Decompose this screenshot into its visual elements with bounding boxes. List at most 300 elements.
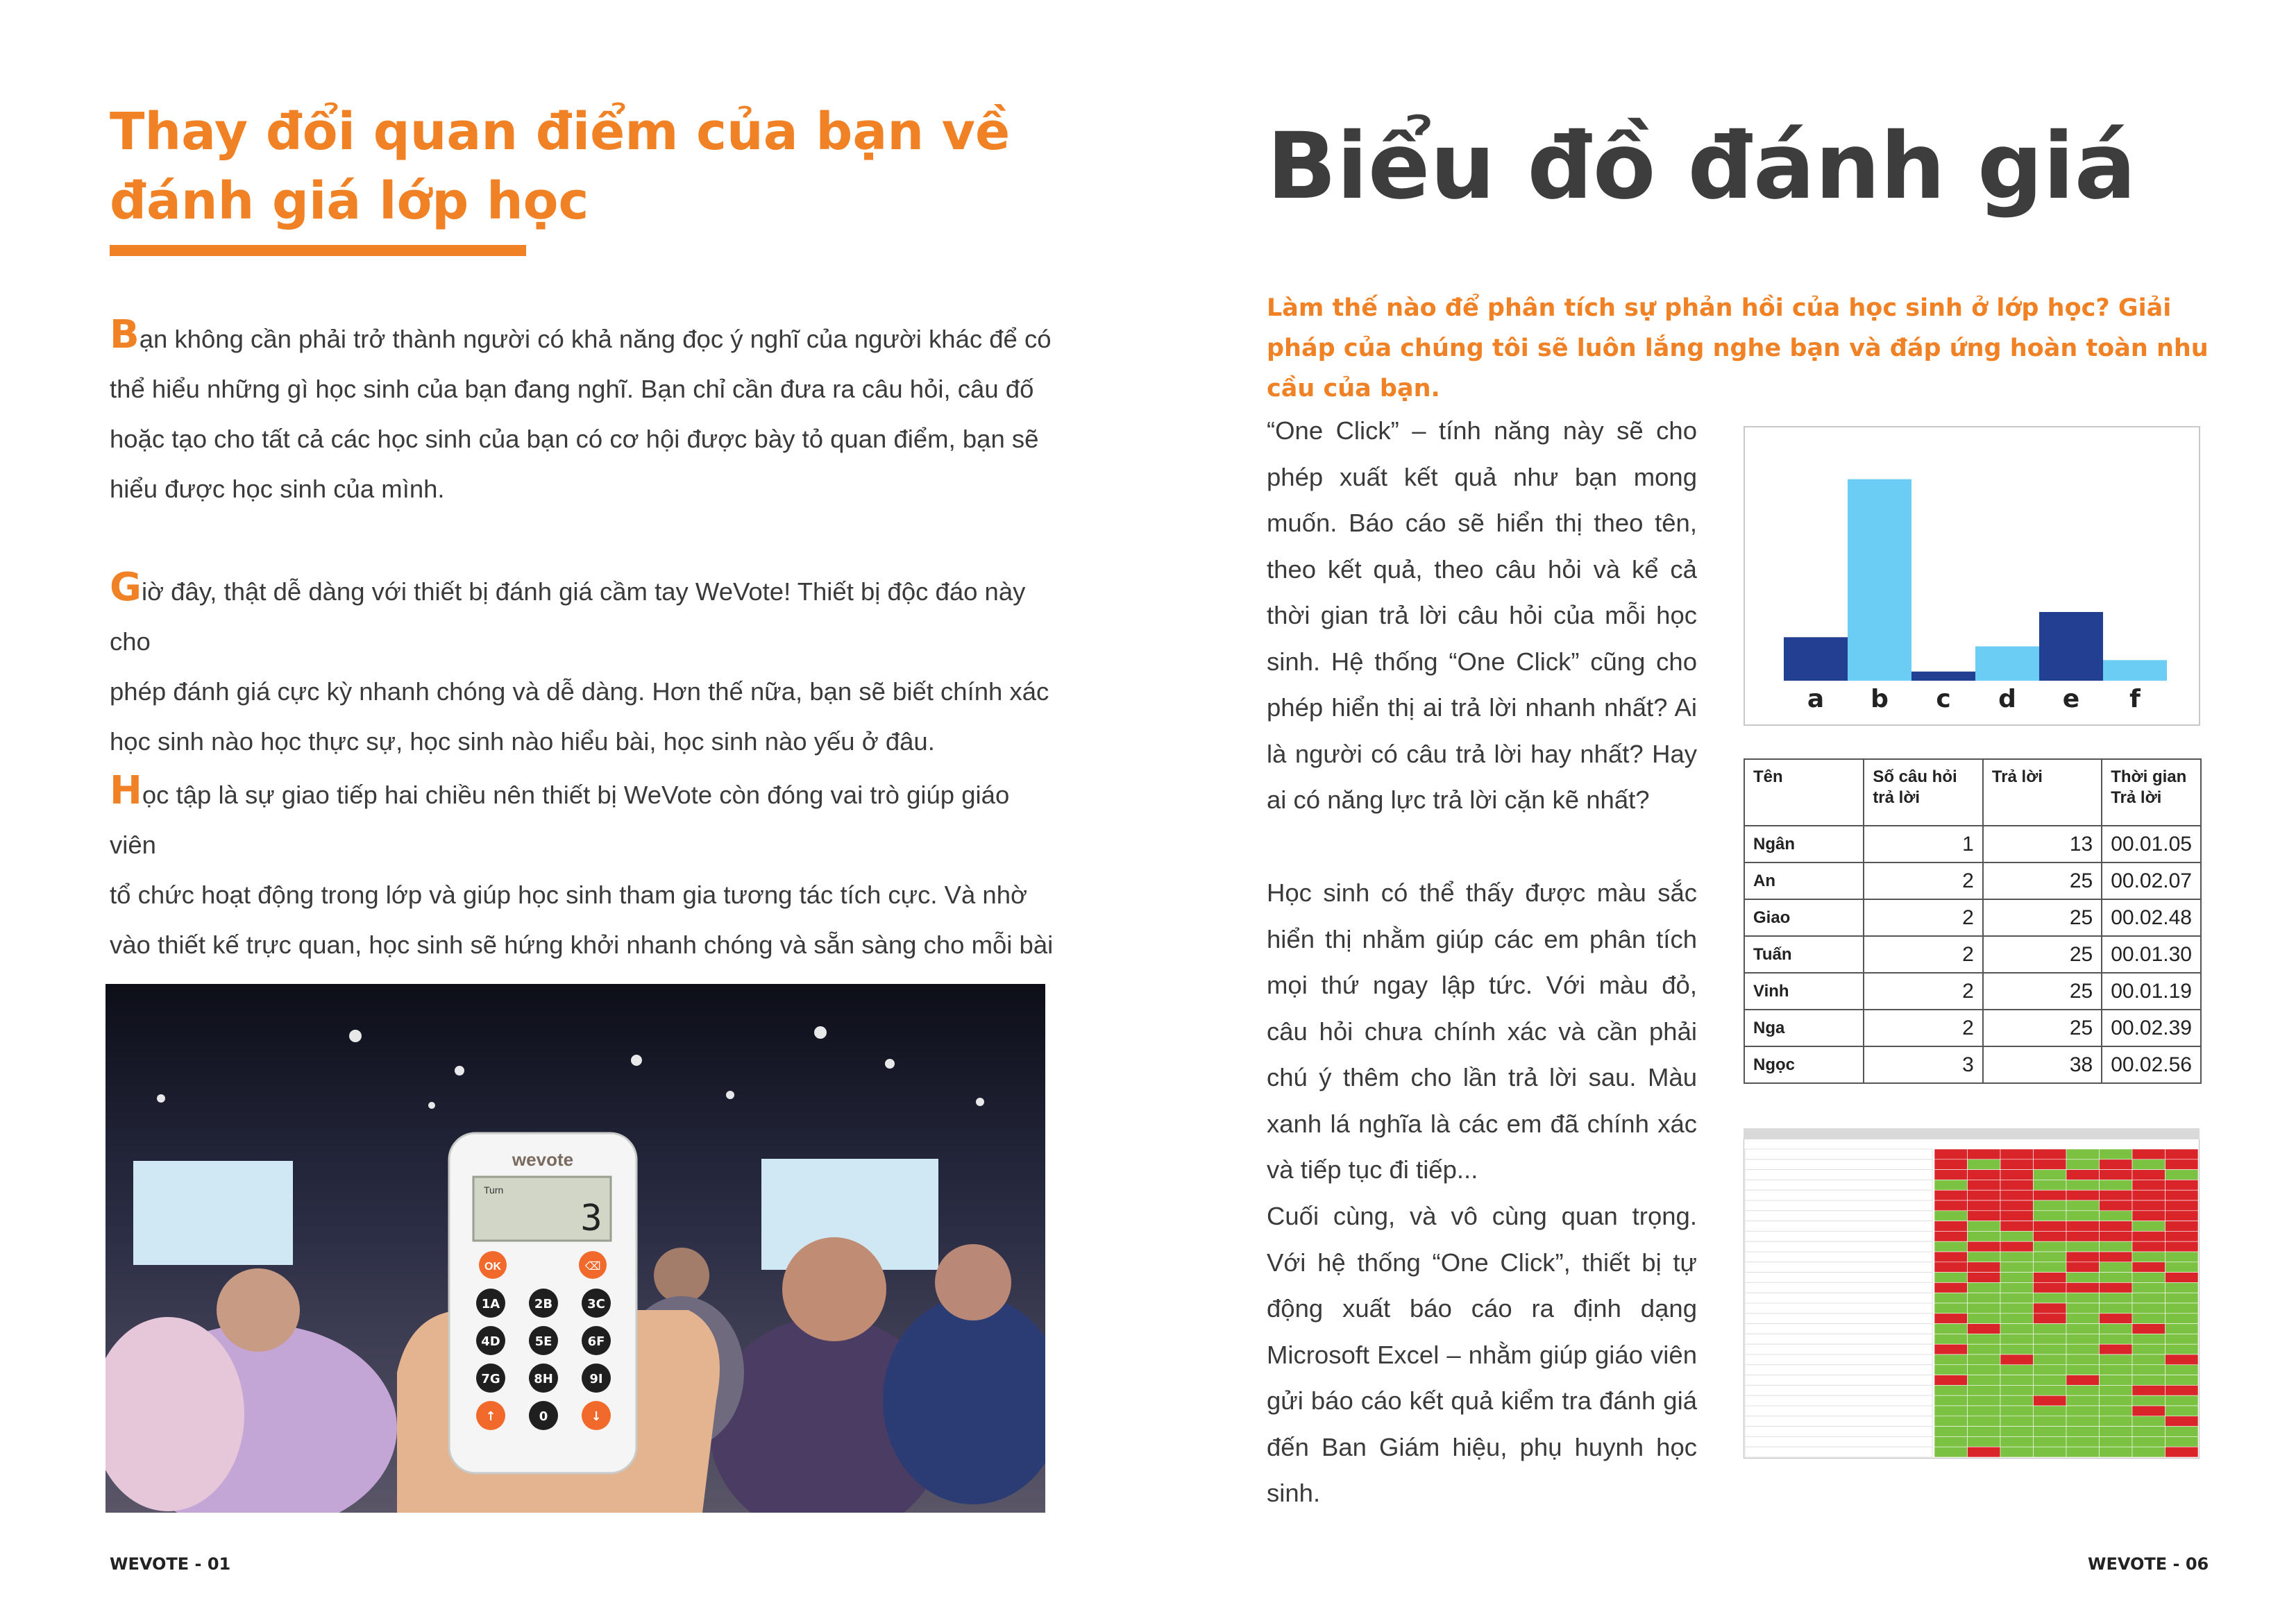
sheet-answer-cell <box>2100 1447 2133 1457</box>
sheet-answer-cell <box>2132 1395 2166 1406</box>
sheet-row-cell <box>1745 1180 1932 1190</box>
sheet-answer-cell <box>2132 1354 2166 1365</box>
sheet-answer-cell <box>2034 1375 2067 1386</box>
sheet-answer-cell <box>2166 1324 2199 1334</box>
table-cell: 2 <box>1864 1010 1983 1046</box>
table-cell: 00.01.30 <box>2102 936 2201 973</box>
sheet-row-cell <box>1745 1241 1932 1252</box>
sheet-answer-cell <box>1934 1375 1968 1386</box>
device-brand: wevote <box>512 1149 574 1170</box>
sheet-answer-cell <box>2132 1303 2166 1314</box>
table-row <box>1744 863 2201 899</box>
col-header-name: Tên <box>1744 759 1864 826</box>
paragraph-text: thể hiểu những gì học sinh của bạn đang nghĩ. Bạn chỉ cần đưa ra câu hỏi, câu đố hoặc tạo cho tất cả các học sinh của bạn có cơ hội được bày tỏ quan điểm, bạn sẽ hiểu được học sinh của mình. <box>110 375 1039 503</box>
sheet-answer-cell <box>2066 1385 2100 1395</box>
sheet-answer-cell <box>2000 1190 2034 1200</box>
sheet-answer-cell <box>1934 1416 1968 1427</box>
sheet-row-cell <box>1745 1293 1932 1303</box>
drop-cap: H <box>110 768 142 813</box>
keypad-key-label: 1A <box>481 1297 500 1311</box>
sheet-answer-cell <box>2100 1170 2133 1180</box>
sheet-answer-cell <box>2034 1427 2067 1437</box>
sheet-answer-cell <box>2132 1170 2166 1180</box>
answer-bar-chart <box>1744 426 2200 726</box>
sheet-answer-cell <box>1968 1354 2001 1365</box>
sheet-answer-cell <box>2100 1395 2133 1406</box>
sheet-answer-cell <box>2166 1170 2199 1180</box>
sheet-answer-cell <box>2066 1241 2100 1252</box>
sheet-answer-cell <box>1934 1365 1968 1375</box>
sheet-answer-cell <box>2034 1365 2067 1375</box>
sheet-answer-cell <box>2066 1344 2100 1354</box>
sheet-answer-cell <box>2034 1447 2067 1457</box>
table-cell: 2 <box>1864 899 1983 936</box>
device-screen-digit: 3 <box>580 1198 602 1239</box>
sheet-answer-cell <box>2100 1159 2133 1170</box>
table-row <box>1744 826 2201 863</box>
sheet-answer-cell <box>2034 1416 2067 1427</box>
sheet-answer-cell <box>1968 1159 2001 1170</box>
sheet-answer-cell <box>2034 1334 2067 1344</box>
sheet-answer-cell <box>2132 1447 2166 1457</box>
paragraph-1 <box>110 310 1054 514</box>
table-header-row <box>1744 759 2201 826</box>
sheet-answer-cell <box>2132 1282 2166 1293</box>
sheet-answer-cell <box>2166 1221 2199 1232</box>
sheet-answer-cell <box>2034 1180 2067 1190</box>
table-cell: Ngọc <box>1744 1046 1864 1083</box>
sheet-answer-cell <box>2066 1334 2100 1344</box>
sheet-answer-cell <box>2100 1427 2133 1437</box>
sheet-row-cell <box>1745 1324 1932 1334</box>
sheet-answer-cell <box>2100 1334 2133 1344</box>
sheet-answer-cell <box>2000 1149 2034 1159</box>
sheet-answer-cell <box>2166 1354 2199 1365</box>
sheet-answer-cell <box>1934 1395 1968 1406</box>
table-cell: 3 <box>1864 1046 1983 1083</box>
table-cell: 25 <box>1983 936 2102 973</box>
sheet-answer-cell <box>2132 1416 2166 1427</box>
sheet-answer-cell <box>2100 1252 2133 1262</box>
sheet-answer-cell <box>1934 1436 1968 1447</box>
table-row <box>1744 899 2201 936</box>
sheet-row-cell <box>1745 1231 1932 1241</box>
sheet-answer-cell <box>2066 1252 2100 1262</box>
drop-cap: G <box>110 565 142 610</box>
col-header-questions: Số câu hỏi trả lời <box>1864 759 1983 826</box>
sheet-answer-cell <box>2166 1416 2199 1427</box>
sheet-answer-cell <box>2034 1436 2067 1447</box>
right-paragraph-2: Học sinh có thể thấy được màu sắc hiển thị nhằm giúp các em phân tích mọi thứ ngay lập tức. Với màu đỏ, câu hỏi chưa chính xác và cần phải chú ý thêm cho lần trả lời sau. Màu xanh lá nghĩa là các em đã chính xác và tiếp tục đi tiếp... <box>1267 878 1697 1184</box>
right-paragraph-3: Cuối cùng, và vô cùng quan trọng. Với hệ thống “One Click”, thiết bị tự động xuất báo cáo ra định dạng Microsoft Excel – nhằm giúp giáo viên gửi báo cáo kết quả kiểm tra đánh giá đến Ban Giám hiệu, phụ huynh học sinh. <box>1267 1202 1697 1507</box>
keypad-key-label: ↑ <box>485 1409 496 1424</box>
sheet-answer-cell <box>1934 1170 1968 1180</box>
sheet-answer-cell <box>2000 1221 2034 1232</box>
sheet-answer-cell <box>2166 1344 2199 1354</box>
photo-illustration <box>105 984 1045 1513</box>
bar-b <box>1848 479 1911 681</box>
backspace-icon: ⌫ <box>584 1259 601 1273</box>
sheet-answer-cell <box>2034 1395 2067 1406</box>
sheet-answer-cell <box>1968 1406 2001 1416</box>
table-cell: 2 <box>1864 936 1983 973</box>
sheet-answer-cell <box>1934 1273 1968 1283</box>
sheet-answer-cell <box>2132 1406 2166 1416</box>
sheet-answer-cell <box>2000 1170 2034 1180</box>
sheet-answer-cell <box>2000 1273 2034 1283</box>
right-paragraph-1: “One Click” – tính năng này sẽ cho phép xuất kết quả như bạn mong muốn. Báo cáo sẽ hiển thị theo tên, theo kết quả, theo câu hỏi và kể cả thời gian trả lời câu hỏi của mỗi học sinh. Hệ thống “One Click” cũng cho phép hiển thị ai trả lời nhanh nhất? Ai là người có câu trả lời hay nhất? Hay ai có năng lực trả lời cặn kẽ nhất? <box>1267 416 1697 814</box>
sheet-answer-cell <box>1934 1303 1968 1314</box>
sheet-answer-cell <box>1968 1436 2001 1447</box>
sheet-answer-cell <box>2100 1231 2133 1241</box>
sheet-answer-cell <box>2100 1436 2133 1447</box>
sheet-row-cell <box>1745 1365 1932 1375</box>
sheet-answer-cell <box>2166 1262 2199 1273</box>
sheet-answer-cell <box>2166 1406 2199 1416</box>
sheet-answer-cell <box>2166 1334 2199 1344</box>
sheet-answer-cell <box>2066 1190 2100 1200</box>
sheet-answer-cell <box>2034 1303 2067 1314</box>
sheet-answer-cell <box>2132 1324 2166 1334</box>
table-row <box>1744 1010 2201 1046</box>
sheet-answer-cell <box>2034 1273 2067 1283</box>
sheet-answer-cell <box>2066 1211 2100 1221</box>
sheet-answer-cell <box>2066 1365 2100 1375</box>
sheet-answer-cell <box>1968 1427 2001 1437</box>
sheet-answer-cell <box>1968 1273 2001 1283</box>
sheet-answer-cell <box>2132 1262 2166 1273</box>
sheet-row-cell <box>1745 1282 1932 1293</box>
sheet-answer-cell <box>1934 1252 1968 1262</box>
lead-question: Làm thế nào để phân tích sự phản hồi của học sinh ở lớp học? Giải pháp của chúng tôi sẽ luôn lắng nghe bạn và đáp ứng hoàn toàn nhu cầu của bạn. <box>1267 294 2209 402</box>
sheet-answer-cell <box>2000 1354 2034 1365</box>
sheet-answer-cell <box>1968 1447 2001 1457</box>
paragraph-text: tổ chức hoạt động trong lớp và giúp học sinh tham gia tương tác tích cực. Và nhờ vào thiết kế trực quan, học sinh sẽ hứng khởi nhanh chóng và sẵn sàng cho mỗi bài <box>110 881 1054 959</box>
paragraph-3 <box>110 766 1054 1020</box>
bar-e <box>2039 612 2103 681</box>
left-page-title <box>110 97 1012 236</box>
sheet-answer-cell <box>2132 1180 2166 1190</box>
sheet-answer-cell <box>1968 1303 2001 1314</box>
sheet-answer-cell <box>2132 1241 2166 1252</box>
keypad-key-label: 3C <box>587 1297 605 1311</box>
sheet-row-cell <box>1745 1262 1932 1273</box>
table-cell: Giao <box>1744 899 1864 936</box>
title-line-1: Thay đổi quan điểm của bạn về <box>110 102 1011 162</box>
sheet-answer-cell <box>2100 1273 2133 1283</box>
sheet-row-cell <box>1745 1385 1932 1395</box>
sheet-answer-cell <box>2166 1303 2199 1314</box>
sheet-answer-cell <box>2066 1447 2100 1457</box>
sheet-answer-cell <box>2100 1221 2133 1232</box>
device-ok-key: OK <box>484 1261 501 1273</box>
sheet-answer-cell <box>1934 1262 1968 1273</box>
sheet-answer-cell <box>2100 1344 2133 1354</box>
table-cell: 2 <box>1864 973 1983 1010</box>
keypad-key-label: 4D <box>481 1334 500 1349</box>
sheet-row-cell <box>1745 1159 1932 1170</box>
sheet-answer-cell <box>1934 1241 1968 1252</box>
sheet-answer-cell <box>2132 1221 2166 1232</box>
sheet-answer-cell <box>2066 1282 2100 1293</box>
sheet-answer-cell <box>2000 1252 2034 1262</box>
sheet-answer-cell <box>2000 1293 2034 1303</box>
sheet-answer-cell <box>2066 1170 2100 1180</box>
sheet-answer-cell <box>2166 1211 2199 1221</box>
sheet-answer-cell <box>1934 1324 1968 1334</box>
bar-a <box>1784 637 1848 681</box>
keypad-key-label: ↓ <box>591 1409 602 1424</box>
bar-d <box>1975 647 2039 681</box>
table-cell: 00.02.56 <box>2102 1046 2201 1083</box>
sheet-answer-cell <box>2132 1149 2166 1159</box>
sheet-answer-cell <box>1968 1375 2001 1386</box>
sheet-answer-cell <box>2034 1324 2067 1334</box>
sheet-answer-cell <box>1934 1149 1968 1159</box>
sheet-answer-cell <box>1934 1447 1968 1457</box>
sheet-answer-cell <box>2166 1314 2199 1324</box>
sheet-answer-cell <box>2100 1180 2133 1190</box>
sheet-answer-cell <box>2034 1200 2067 1211</box>
sheet-row-cell <box>1745 1447 1932 1457</box>
sheet-answer-cell <box>1934 1159 1968 1170</box>
sheet-row-cell <box>1745 1375 1932 1386</box>
table-row <box>1744 973 2201 1010</box>
sheet-answer-cell <box>2100 1262 2133 1273</box>
sheet-row-cell <box>1745 1406 1932 1416</box>
sheet-answer-cell <box>2100 1324 2133 1334</box>
sheet-answer-cell <box>2166 1282 2199 1293</box>
sheet-answer-cell <box>2034 1282 2067 1293</box>
sheet-answer-cell <box>2066 1436 2100 1447</box>
sheet-answer-cell <box>1968 1344 2001 1354</box>
sheet-answer-cell <box>2066 1200 2100 1211</box>
sheet-answer-cell <box>2132 1385 2166 1395</box>
sheet-row-cell <box>1745 1252 1932 1262</box>
sheet-answer-cell <box>2034 1149 2067 1159</box>
sheet-answer-cell <box>1968 1334 2001 1344</box>
x-tick-label: b <box>1871 685 1889 713</box>
sheet-answer-cell <box>1934 1406 1968 1416</box>
sheet-answer-cell <box>2100 1241 2133 1252</box>
sheet-answer-cell <box>2100 1200 2133 1211</box>
table-cell: Ngân <box>1744 826 1864 863</box>
sheet-answer-cell <box>1968 1395 2001 1406</box>
table-cell: 25 <box>1983 1010 2102 1046</box>
sheet-answer-cell <box>2100 1149 2133 1159</box>
table-cell: 2 <box>1864 863 1983 899</box>
sheet-answer-cell <box>2100 1406 2133 1416</box>
keypad-key-label: 9I <box>589 1372 603 1386</box>
sheet-answer-cell <box>2034 1221 2067 1232</box>
excel-report-thumbnail <box>1744 1128 2200 1459</box>
results-table <box>1744 758 2202 1084</box>
sheet-answer-cell <box>2066 1303 2100 1314</box>
sheet-answer-cell <box>2034 1354 2067 1365</box>
keypad-key-label: 8H <box>534 1372 553 1386</box>
sheet-answer-cell <box>2000 1395 2034 1406</box>
paragraph-2 <box>110 563 1054 767</box>
sheet-answer-cell <box>2100 1190 2133 1200</box>
sheet-answer-cell <box>2000 1241 2034 1252</box>
sheet-row-cell <box>1745 1190 1932 1200</box>
sheet-answer-cell <box>2166 1447 2199 1457</box>
sheet-answer-cell <box>1968 1314 2001 1324</box>
x-tick-label: e <box>2062 685 2080 713</box>
sheet-answer-cell <box>2132 1375 2166 1386</box>
sheet-row-cell <box>1745 1170 1932 1180</box>
sheet-answer-cell <box>2066 1159 2100 1170</box>
sheet-answer-cell <box>1934 1334 1968 1344</box>
sheet-answer-cell <box>2066 1406 2100 1416</box>
sheet-answer-cell <box>2132 1436 2166 1447</box>
sheet-answer-cell <box>2132 1190 2166 1200</box>
sheet-answer-cell <box>2066 1231 2100 1241</box>
sheet-answer-cell <box>2000 1180 2034 1190</box>
sheet-answer-cell <box>2166 1427 2199 1437</box>
sheet-answer-cell <box>2034 1293 2067 1303</box>
sheet-answer-cell <box>2000 1159 2034 1170</box>
excel-grid <box>1744 1128 2200 1459</box>
sheet-answer-cell <box>2000 1334 2034 1344</box>
chart-svg <box>1745 427 2199 724</box>
sheet-column-header <box>1744 1128 2200 1139</box>
sheet-answer-cell <box>2034 1314 2067 1324</box>
sheet-row-cell <box>1745 1211 1932 1221</box>
table-cell: Vinh <box>1744 973 1864 1010</box>
paragraph-text: ạn không cần phải trở thành người có khả năng đọc ý nghĩ của người khác để có <box>139 325 1052 353</box>
footer-left: WEVOTE - 01 <box>110 1554 231 1574</box>
sheet-answer-cell <box>1934 1231 1968 1241</box>
table-cell: An <box>1744 863 1864 899</box>
sheet-answer-cell <box>2000 1282 2034 1293</box>
sheet-answer-cell <box>2000 1375 2034 1386</box>
sheet-answer-cell <box>2132 1334 2166 1344</box>
sheet-answer-cell <box>2000 1416 2034 1427</box>
sheet-answer-cell <box>2034 1211 2067 1221</box>
sheet-answer-cell <box>2100 1293 2133 1303</box>
sheet-answer-cell <box>1934 1190 1968 1200</box>
sheet-answer-cell <box>1934 1354 1968 1365</box>
paragraph-text: phép đánh giá cực kỳ nhanh chóng và dễ dàng. Hơn thế nữa, bạn sẽ biết chính xác học sinh nào học thực sự, học sinh nào hiểu bài, học sinh nào yếu ở đâu. <box>110 677 1049 756</box>
sheet-answer-cell <box>2066 1395 2100 1406</box>
col-header-answers: Trả lời <box>1983 759 2102 826</box>
table-cell: 00.01.05 <box>2102 826 2201 863</box>
sheet-answer-cell <box>2066 1180 2100 1190</box>
sheet-answer-cell <box>1968 1282 2001 1293</box>
sheet-answer-cell <box>2132 1159 2166 1170</box>
sheet-answer-cell <box>2166 1365 2199 1375</box>
title-line-2: đánh giá lớp học <box>110 171 589 231</box>
table-cell: 38 <box>1983 1046 2102 1083</box>
sheet-answer-cell <box>2132 1344 2166 1354</box>
sheet-row-cell <box>1745 1344 1932 1354</box>
sheet-answer-cell <box>2166 1200 2199 1211</box>
paragraph-text: iờ đây, thật dễ dàng với thiết bị đánh giá cầm tay WeVote! Thiết bị độc đáo này cho <box>110 577 1026 656</box>
sheet-answer-cell <box>2166 1149 2199 1159</box>
sheet-answer-cell <box>2100 1365 2133 1375</box>
table-cell: 00.01.19 <box>2102 973 2201 1010</box>
x-tick-label: c <box>1936 685 1951 713</box>
x-tick-label: a <box>1807 685 1825 713</box>
sheet-answer-cell <box>2034 1406 2067 1416</box>
sheet-answer-cell <box>1968 1416 2001 1427</box>
sheet-answer-cell <box>2166 1293 2199 1303</box>
sheet-row-cell <box>1745 1221 1932 1232</box>
sheet-answer-cell <box>1934 1314 1968 1324</box>
sheet-answer-cell <box>2132 1365 2166 1375</box>
sheet-answer-cell <box>1934 1211 1968 1221</box>
sheet-row-cell <box>1745 1149 1932 1159</box>
sheet-answer-cell <box>2000 1324 2034 1334</box>
sheet-answer-cell <box>2100 1303 2133 1314</box>
wevote-device <box>449 1133 636 1473</box>
col-header-time: Thời gian Trả lời <box>2102 759 2201 826</box>
sheet-answer-cell <box>2166 1375 2199 1386</box>
title-underline <box>110 245 526 256</box>
table-cell: Tuấn <box>1744 936 1864 973</box>
sheet-answer-cell <box>2034 1231 2067 1241</box>
bar-c <box>1911 672 1975 681</box>
sheet-answer-cell <box>2066 1375 2100 1386</box>
table-row <box>1744 936 2201 973</box>
table-cell: 00.02.39 <box>2102 1010 2201 1046</box>
sheet-answer-cell <box>2100 1314 2133 1324</box>
sheet-answer-cell <box>2166 1159 2199 1170</box>
sheet-answer-cell <box>1934 1293 1968 1303</box>
sheet-answer-cell <box>2034 1385 2067 1395</box>
sheet-answer-cell <box>2166 1273 2199 1283</box>
sheet-answer-cell <box>2034 1344 2067 1354</box>
table-cell: 25 <box>1983 899 2102 936</box>
sheet-answer-cell <box>2100 1282 2133 1293</box>
sheet-answer-cell <box>2000 1447 2034 1457</box>
sheet-answer-cell <box>2132 1314 2166 1324</box>
sheet-answer-cell <box>2000 1314 2034 1324</box>
sheet-answer-cell <box>1934 1344 1968 1354</box>
footer-right: WEVOTE - 06 <box>2088 1554 2209 1574</box>
keypad-key-label: 7G <box>481 1372 500 1386</box>
sheet-row-cell <box>1745 1427 1932 1437</box>
sheet-answer-cell <box>2166 1231 2199 1241</box>
sheet-answer-cell <box>2066 1262 2100 1273</box>
sheet-answer-cell <box>2132 1200 2166 1211</box>
keypad-key-label: 0 <box>539 1409 548 1424</box>
sheet-answer-cell <box>1968 1365 2001 1375</box>
sheet-answer-cell <box>2166 1385 2199 1395</box>
sheet-answer-cell <box>2000 1231 2034 1241</box>
sheet-answer-cell <box>1934 1200 1968 1211</box>
sheet-answer-cell <box>2034 1262 2067 1273</box>
sheet-answer-cell <box>2000 1427 2034 1437</box>
sheet-row-cell <box>1745 1436 1932 1447</box>
sheet-row-cell <box>1745 1416 1932 1427</box>
keypad-key-label: 5E <box>534 1334 552 1349</box>
sheet-row-cell <box>1745 1303 1932 1314</box>
table-cell: 13 <box>1983 826 2102 863</box>
sheet-answer-cell <box>1934 1385 1968 1395</box>
right-page-title: Biểu đồ đánh giá <box>1267 113 2136 220</box>
sheet-answer-cell <box>1934 1282 1968 1293</box>
sheet-answer-cell <box>1968 1149 2001 1159</box>
sheet-answer-cell <box>1968 1241 2001 1252</box>
sheet-answer-cell <box>1968 1293 2001 1303</box>
sheet-answer-cell <box>2066 1293 2100 1303</box>
sheet-answer-cell <box>1934 1180 1968 1190</box>
sheet-answer-cell <box>2066 1427 2100 1437</box>
table-cell: 25 <box>1983 863 2102 899</box>
sheet-answer-cell <box>2132 1427 2166 1437</box>
